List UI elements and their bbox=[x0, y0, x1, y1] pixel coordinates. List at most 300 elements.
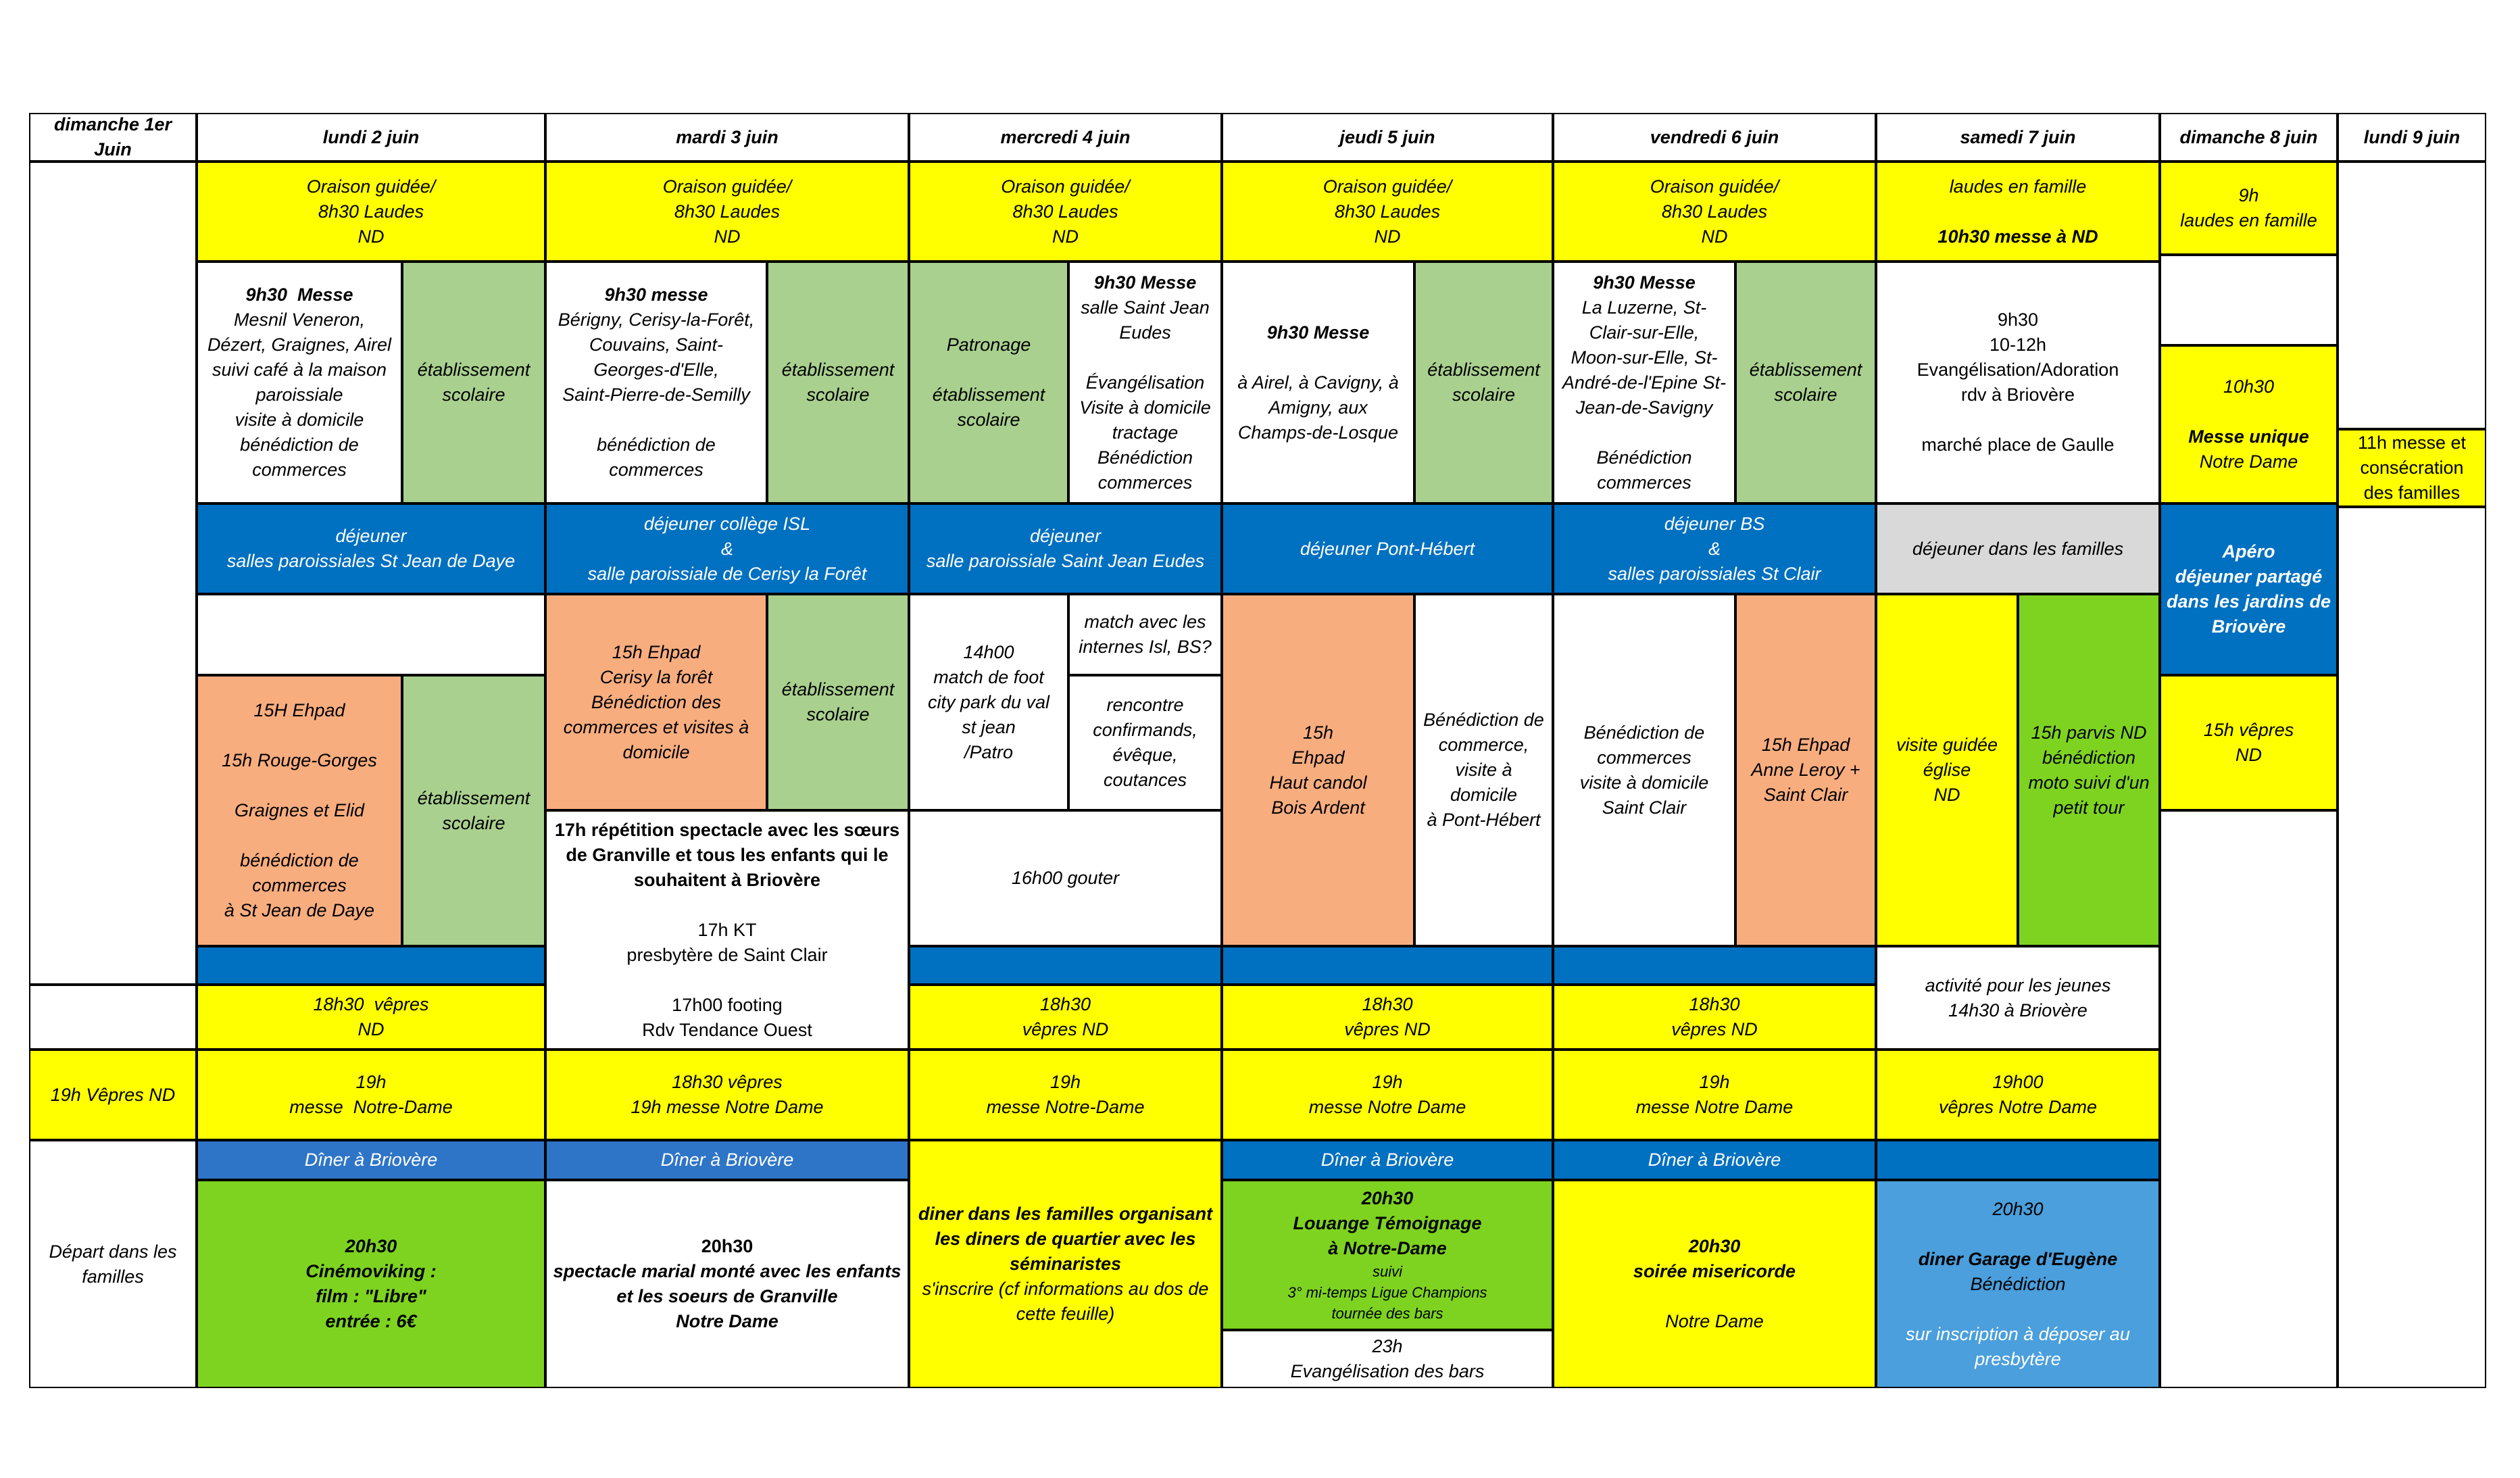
cell-text-line: scolaire bbox=[1452, 385, 1516, 405]
schedule-cell-lun-diner bbox=[197, 1140, 545, 1180]
cell-text-line: 11h messe et bbox=[2357, 433, 2467, 453]
schedule-cell-dim1-depart bbox=[29, 1140, 197, 1388]
cell-text-line: commerces bbox=[1097, 472, 1193, 493]
day-header: jeudi 5 juin bbox=[1222, 113, 1553, 162]
schedule-cell-jeu-bluebar bbox=[1222, 946, 1553, 985]
cell-text-line: scolaire bbox=[1774, 385, 1837, 405]
schedule-cell-lun9-messe bbox=[2338, 429, 2486, 507]
cell-text-line: 15h vêpres bbox=[2203, 720, 2294, 740]
schedule-cell-lun-ehpad bbox=[197, 675, 402, 946]
cell-text-line: vêpres ND bbox=[1344, 1019, 1431, 1039]
cell-text-line: 15h Ehpad bbox=[1761, 735, 1850, 755]
cell-text-line: déjeuner BS bbox=[1664, 513, 1765, 534]
day-header: dimanche 8 juin bbox=[2160, 113, 2338, 162]
cell-text-line: marché place de Gaulle bbox=[1921, 435, 2115, 455]
cell-text-line: coutances bbox=[1103, 770, 1187, 790]
schedule-cell-sam-bluebar bbox=[1876, 1140, 2160, 1180]
schedule-cell-dim8-blank2 bbox=[2160, 810, 2338, 1388]
cell-text-line: visite à bbox=[1455, 760, 1512, 780]
cell-text-line: déjeuner collège ISL bbox=[643, 513, 811, 534]
cell-text-line: moto suivi d'un bbox=[2028, 772, 2150, 793]
cell-text-line: 20h30 bbox=[1992, 1198, 2044, 1219]
cell-text-line: s'inscrire (cf informations au dos de bbox=[922, 1279, 1209, 1299]
cell-text-line: à Airel, à Cavigny, à bbox=[1237, 372, 1399, 393]
schedule-cell-jeu-etab bbox=[1414, 262, 1553, 503]
cell-text-line: Jean-de-Savigny bbox=[1575, 397, 1713, 418]
cell-text-line: souhaitent à Briovère bbox=[633, 869, 821, 890]
cell-text-line: 8h30 Laudes bbox=[1661, 201, 1768, 222]
schedule-cell-dim8-messe bbox=[2160, 345, 2338, 503]
cell-text-line: 9h30 Messe bbox=[1266, 322, 1370, 343]
cell-text-line: bénédiction de bbox=[240, 435, 359, 455]
cell-text-line: déjeuner Pont-Hébert bbox=[1300, 538, 1475, 559]
schedule-cell-mer-rencontre bbox=[1068, 675, 1222, 810]
cell-text-line: 14h00 bbox=[963, 641, 1014, 662]
cell-text-line: petit tour bbox=[2053, 797, 2125, 818]
schedule-cell-ven-dejeuner bbox=[1553, 503, 1876, 594]
schedule-cell-mar-etab2 bbox=[767, 594, 909, 810]
schedule-cell-mar-dejeuner bbox=[545, 503, 909, 594]
schedule-cell-mar-spectacle-rep bbox=[545, 810, 909, 1050]
cell-text-line: 16h00 gouter bbox=[1011, 868, 1120, 888]
cell-text-line: Saint Clair bbox=[1602, 797, 1687, 818]
schedule-cell-sam-jeunes bbox=[1876, 946, 2160, 1050]
cell-text-line: salle paroissiale Saint Jean Eudes bbox=[926, 551, 1205, 571]
cell-text-line: Oraison guidée/ bbox=[306, 176, 436, 197]
cell-text-line: Dîner à Briovère bbox=[660, 1150, 794, 1170]
cell-text-line: séminaristes bbox=[1009, 1254, 1122, 1274]
cell-text-line: salles paroissiales St Jean de Daye bbox=[226, 551, 516, 571]
schedule-cell-mer-messe bbox=[1068, 262, 1222, 503]
cell-text-line: église bbox=[1923, 760, 1971, 780]
schedule-cell-jeu-bars bbox=[1222, 1330, 1553, 1388]
cell-text-line: 9h30 bbox=[1997, 310, 2039, 330]
cell-text-line: à Notre-Dame bbox=[1328, 1238, 1447, 1258]
cell-text-line: et les soeurs de Granville bbox=[616, 1286, 838, 1306]
cell-text-line: Bénédiction des bbox=[591, 691, 722, 712]
cell-text-line: diner dans les familles organisant bbox=[918, 1204, 1213, 1224]
schedule-cell-mar-ehpad bbox=[545, 594, 767, 810]
cell-text-line: 18h30 bbox=[1362, 994, 1413, 1014]
cell-text-line: 19h Vêpres ND bbox=[50, 1084, 176, 1105]
cell-text-line: 9h30 Messe bbox=[1093, 272, 1197, 293]
cell-text-line: Briovère bbox=[2211, 616, 2286, 637]
cell-text-line bbox=[2015, 408, 2021, 433]
schedule-cell-ven-benediction bbox=[1553, 594, 1735, 946]
cell-text-line: Bois Ardent bbox=[1271, 797, 1365, 818]
cell-text-line: 18h30 bbox=[1689, 994, 1740, 1014]
schedule-cell-sam-laudes bbox=[1876, 162, 2160, 262]
cell-text-line bbox=[653, 408, 659, 433]
cell-text-line bbox=[1316, 345, 1321, 370]
schedule-cell-lun-oraison bbox=[197, 162, 545, 262]
cell-text-line bbox=[724, 893, 730, 918]
cell-text-line: à St Jean de Daye bbox=[224, 900, 375, 920]
cell-text-line: tournée des bars bbox=[1331, 1305, 1443, 1322]
cell-text-line: 10h30 bbox=[2223, 376, 2275, 397]
schedule-cell-dim8-apero bbox=[2160, 503, 2338, 675]
cell-text-line: salle paroissiale de Cerisy la Forêt bbox=[587, 563, 867, 584]
cell-text-line bbox=[1641, 420, 1647, 445]
cell-text-line bbox=[297, 723, 302, 748]
cell-text-line: messe Notre-Dame bbox=[986, 1097, 1145, 1117]
schedule-cell-ven-soiree bbox=[1553, 1180, 1876, 1388]
schedule-cell-sam-moto bbox=[2018, 594, 2160, 946]
schedule-cell-jeu-ehpad bbox=[1222, 594, 1414, 946]
cell-text-line bbox=[2015, 199, 2021, 224]
cell-text-line: vêpres ND bbox=[1022, 1019, 1109, 1039]
cell-text-line: familles bbox=[82, 1266, 144, 1287]
cell-text-line: ND bbox=[1701, 226, 1728, 247]
cell-text-line: établissement bbox=[781, 360, 895, 380]
cell-text-line: spectacle marial monté avec les enfants bbox=[553, 1261, 901, 1281]
cell-text-line: Rdv Tendance Ouest bbox=[642, 1019, 812, 1040]
schedule-cell-mar-oraison bbox=[545, 162, 909, 262]
cell-text-line bbox=[1712, 1284, 1717, 1309]
cell-text-line: des familles bbox=[2363, 483, 2461, 503]
cell-text-line: bénédiction de bbox=[597, 435, 716, 455]
cell-text-line: commerces bbox=[1597, 747, 1691, 768]
cell-text-line: cette feuille) bbox=[1016, 1304, 1115, 1324]
cell-text-line: soirée misericorde bbox=[1633, 1261, 1796, 1281]
cell-text-line: Bénédiction bbox=[1097, 447, 1193, 468]
cell-text-line: diner Garage d'Eugène bbox=[1918, 1248, 2118, 1269]
cell-text-line: Bénédiction de bbox=[1583, 722, 1705, 743]
cell-text-line: 9h30 Messe bbox=[1593, 272, 1696, 293]
cell-text-line: 20h30 bbox=[1688, 1236, 1741, 1256]
schedule-cell-lun-bluebar bbox=[197, 946, 545, 985]
schedule-cell-sam-garage bbox=[1876, 1180, 2160, 1388]
cell-text-line: établissement bbox=[1427, 360, 1540, 380]
schedule-cell-jeu-oraison bbox=[1222, 162, 1553, 262]
schedule-cell-lun-etab1 bbox=[402, 262, 545, 503]
cell-text-line: Bénédiction bbox=[1596, 447, 1692, 468]
cell-text-line: Départ dans les bbox=[49, 1241, 177, 1262]
cell-text-line: 17h KT bbox=[697, 919, 757, 940]
cell-text-line: 8h30 Laudes bbox=[1012, 201, 1118, 222]
cell-text-line: consécration bbox=[2360, 458, 2464, 478]
cell-text-line: établissement bbox=[781, 679, 895, 699]
schedule-cell-mar-etab1 bbox=[767, 262, 909, 503]
schedule-cell-mer-diner bbox=[909, 1140, 1222, 1388]
cell-text-line: st jean bbox=[962, 716, 1016, 737]
cell-text-line bbox=[1143, 345, 1148, 370]
day-header: mardi 3 juin bbox=[545, 113, 909, 162]
schedule-cell-jeu-messe-nd bbox=[1222, 1050, 1553, 1140]
schedule-cell-dim8-blank bbox=[2160, 255, 2338, 345]
schedule-cell-jeu-louange bbox=[1222, 1180, 1553, 1330]
cell-text-line: commerces et visites à bbox=[563, 716, 749, 737]
cell-text-line: entrée : 6€ bbox=[325, 1311, 417, 1331]
schedule-cell-mer-patronage bbox=[909, 262, 1068, 503]
cell-text-line: Patronage bbox=[946, 335, 1031, 355]
cell-text-line: Bénédiction bbox=[1970, 1273, 2066, 1294]
schedule-cell-sam-vepres bbox=[1876, 1050, 2160, 1140]
schedule-cell-ven-oraison bbox=[1553, 162, 1876, 262]
cell-text-line: Dézert, Graignes, Airel bbox=[207, 335, 392, 355]
cell-text-line: 17h00 footing bbox=[672, 994, 783, 1015]
cell-text-line: Évangélisation bbox=[1085, 372, 1205, 393]
cell-text-line: Dîner à Briovère bbox=[1648, 1150, 1781, 1170]
day-header: lundi 9 juin bbox=[2338, 113, 2486, 162]
cell-text-line: laudes en famille bbox=[1949, 176, 2087, 197]
cell-text-line: Notre Dame bbox=[2199, 451, 2298, 472]
cell-text-line: match de foot bbox=[933, 666, 1044, 687]
day-header: mercredi 4 juin bbox=[909, 113, 1222, 162]
cell-text-line: 20h30 bbox=[701, 1236, 753, 1256]
cell-text-line: Oraison guidée/ bbox=[1323, 176, 1452, 197]
schedule-cell-lun9-blank2 bbox=[2338, 507, 2486, 1388]
cell-text-line: déjeuner bbox=[1029, 526, 1102, 546]
cell-text-line: suivi bbox=[1372, 1263, 1402, 1280]
cell-text-line: Oraison guidée/ bbox=[1001, 176, 1130, 197]
cell-text-line: internes Isl, BS? bbox=[1079, 637, 1212, 657]
schedule-cell-mer-bluebar bbox=[909, 946, 1222, 985]
schedule-cell-lun-messe bbox=[197, 262, 402, 503]
cell-text-line: 10h30 messe à ND bbox=[1937, 226, 2098, 247]
cell-text-line: 8h30 Laudes bbox=[674, 201, 781, 222]
cell-text-line: messe Notre Dame bbox=[1308, 1097, 1466, 1117]
schedule-cell-lun-blank bbox=[197, 594, 545, 675]
schedule-cell-dim1-vepres bbox=[29, 1050, 197, 1140]
cell-text-line: Visite à domicile bbox=[1079, 397, 1211, 418]
schedule-cell-mar-diner bbox=[545, 1140, 909, 1180]
schedule-cell-sam-dejeuner bbox=[1876, 503, 2160, 594]
cell-text-line: sur inscription à déposer au bbox=[1906, 1323, 2130, 1344]
cell-text-line: Cinémoviking : bbox=[305, 1261, 437, 1281]
cell-text-line: 9h bbox=[2238, 185, 2259, 205]
cell-text-line: Notre Dame bbox=[676, 1311, 779, 1331]
cell-text-line: presbytère bbox=[1975, 1348, 2061, 1369]
cell-text-line: scolaire bbox=[806, 385, 870, 405]
cell-text-line: 18h30 vêpres bbox=[672, 1072, 783, 1092]
cell-text-line: ND bbox=[1052, 226, 1079, 247]
cell-text-line: 15h Rouge-Gorges bbox=[222, 750, 377, 770]
cell-text-line: scolaire bbox=[957, 410, 1020, 430]
schedule-cell-ven-vepres bbox=[1553, 985, 1876, 1050]
cell-text-line: 18h30 vêpres bbox=[313, 994, 429, 1014]
cell-text-line: bénédiction de bbox=[240, 850, 359, 870]
cell-text-line: Notre Dame bbox=[1665, 1311, 1764, 1331]
cell-text-line: 23h bbox=[1372, 1336, 1403, 1356]
schedule-cell-dim8-laudes bbox=[2160, 162, 2338, 255]
cell-text-line: Dîner à Briovère bbox=[304, 1150, 438, 1170]
cell-text-line: 20h30 bbox=[345, 1236, 397, 1256]
cell-text-line: déjeuner dans les familles bbox=[1912, 538, 2124, 559]
cell-text-line: tractage bbox=[1112, 422, 1179, 443]
schedule-cell-dim8-vepres bbox=[2160, 675, 2338, 810]
cell-text-line: 9h30 messe bbox=[604, 285, 708, 305]
cell-text-line: rencontre bbox=[1106, 695, 1184, 715]
cell-text-line: ND bbox=[1374, 226, 1401, 247]
cell-text-line: Moon-sur-Elle, St- bbox=[1571, 347, 1718, 368]
cell-text-line: Georges-d'Elle, bbox=[593, 360, 719, 380]
cell-text-line bbox=[2246, 399, 2252, 424]
schedule-cell-lun-dejeuner bbox=[197, 503, 545, 594]
day-header: vendredi 6 juin bbox=[1553, 113, 1876, 162]
cell-text-line: 10-12h bbox=[1989, 335, 2047, 355]
schedule-cell-jeu-diner bbox=[1222, 1140, 1553, 1180]
cell-text-line: Champs-de-Losque bbox=[1237, 422, 1399, 443]
cell-text-line: visite guidée bbox=[1896, 735, 1998, 755]
cell-text-line: Saint-Pierre-de-Semilly bbox=[562, 385, 750, 405]
cell-text-line: Bénédiction de bbox=[1423, 710, 1544, 730]
cell-text-line: La Luzerne, St- bbox=[1581, 297, 1707, 318]
cell-text-line bbox=[2015, 1297, 2021, 1322]
cell-text-line: 14h30 à Briovère bbox=[1948, 1000, 2087, 1020]
cell-text-line: Ehpad bbox=[1291, 747, 1345, 768]
cell-text-line: Amigny, aux bbox=[1268, 397, 1368, 418]
cell-text-line: messe Notre Dame bbox=[1635, 1097, 1794, 1117]
schedule-cell-ven-etab bbox=[1735, 262, 1876, 503]
cell-text-line: les diners de quartier avec les bbox=[935, 1229, 1196, 1249]
schedule-cell-mar-vepres bbox=[545, 1050, 909, 1140]
cell-text-line: & bbox=[720, 538, 733, 559]
schedule-cell-jeu-messe bbox=[1222, 262, 1414, 503]
cell-text-line: commerces bbox=[252, 875, 347, 895]
cell-text-line: 19h bbox=[1372, 1072, 1403, 1092]
day-header: lundi 2 juin bbox=[197, 113, 545, 162]
cell-text-line: évêque, bbox=[1112, 745, 1178, 765]
cell-text-line: 18h30 bbox=[1039, 994, 1091, 1014]
cell-text-line: Clair-sur-Elle, bbox=[1589, 322, 1700, 343]
schedule-cell-jeu-benediction bbox=[1414, 594, 1553, 946]
cell-text-line: 19h bbox=[1699, 1072, 1730, 1092]
cell-text-line: city park du val bbox=[927, 691, 1050, 712]
cell-text-line: commerces bbox=[1597, 472, 1691, 493]
cell-text-line: 19h bbox=[355, 1072, 387, 1092]
cell-text-line: 15h parvis ND bbox=[2031, 722, 2147, 743]
cell-text-line: rdv à Briovère bbox=[1960, 385, 2075, 405]
schedule-cell-dim1-blank-top bbox=[29, 162, 197, 985]
cell-text-line: déjeuner bbox=[335, 526, 407, 546]
cell-text-line: commerce, bbox=[1438, 735, 1529, 755]
schedule-cell-ven-messe bbox=[1553, 262, 1735, 503]
schedule-cell-mer-oraison bbox=[909, 162, 1222, 262]
cell-text-line: déjeuner partagé bbox=[2175, 566, 2323, 587]
schedule-cell-sam-visite bbox=[1876, 594, 2018, 946]
cell-text-line: 15H Ehpad bbox=[253, 700, 345, 720]
cell-text-line: Cerisy la forêt bbox=[599, 666, 713, 687]
schedule-cell-mer-dejeuner bbox=[909, 503, 1222, 594]
cell-text-line: vêpres Notre Dame bbox=[1938, 1097, 2098, 1117]
schedule-cell-lun-messe-nd bbox=[197, 1050, 545, 1140]
day-header: dimanche 1er Juin bbox=[29, 113, 197, 162]
cell-text-line: Couvains, Saint- bbox=[589, 335, 724, 355]
schedule-cell-ven-bluebar bbox=[1553, 946, 1876, 985]
schedule-cell-mer-foot bbox=[909, 594, 1068, 810]
cell-text-line: & bbox=[1708, 538, 1721, 559]
cell-text-line: 19h00 bbox=[1992, 1072, 2044, 1092]
cell-text-line: commerces bbox=[609, 460, 703, 480]
cell-text-line: /Patro bbox=[964, 741, 1014, 762]
cell-text-line: établissement bbox=[1749, 360, 1862, 380]
schedule-cell-lun9-blank bbox=[2338, 162, 2486, 429]
cell-text-line: établissement bbox=[417, 360, 530, 380]
schedule-cell-lun-vepres bbox=[197, 985, 545, 1050]
cell-text-line: match avec les bbox=[1084, 612, 1206, 632]
cell-text-line: ND bbox=[1933, 785, 1960, 805]
schedule-cell-jeu-dejeuner bbox=[1222, 503, 1553, 594]
cell-text-line: paroissiale bbox=[255, 385, 343, 405]
cell-text-line: ND bbox=[357, 1019, 385, 1039]
cell-text-line: domicile bbox=[1450, 785, 1518, 805]
schedule-cell-ven-diner bbox=[1553, 1140, 1876, 1180]
schedule-cell-mar-spectacle bbox=[545, 1180, 909, 1388]
cell-text-line: scolaire bbox=[442, 812, 505, 833]
cell-text-line: ND bbox=[357, 226, 385, 247]
cell-text-line: André-de-l'Epine St- bbox=[1562, 372, 1727, 393]
schedule-cell-ven-messe-nd bbox=[1553, 1050, 1876, 1140]
cell-text-line: ND bbox=[714, 226, 741, 247]
cell-text-line: confirmands, bbox=[1093, 720, 1197, 740]
cell-text-line bbox=[297, 823, 302, 848]
cell-text-line: activité pour les jeunes bbox=[1925, 975, 2111, 995]
cell-text-line bbox=[297, 773, 302, 798]
schedule-cell-mar-messe bbox=[545, 262, 767, 503]
schedule-cell-mer-messe-nd bbox=[909, 1050, 1222, 1140]
cell-text-line: Louange Témoignage bbox=[1293, 1213, 1482, 1233]
cell-text-line: Saint Clair bbox=[1763, 785, 1848, 805]
cell-text-line: scolaire bbox=[806, 704, 870, 724]
schedule-cell-ven-ehpad bbox=[1735, 594, 1876, 946]
schedule-cell-mer-gouter bbox=[909, 810, 1222, 946]
cell-text-line: Messe unique bbox=[2188, 426, 2309, 447]
cell-text-line: domicile bbox=[622, 741, 690, 762]
cell-text-line: 20h30 bbox=[1361, 1188, 1414, 1208]
cell-text-line: Mesnil Veneron, bbox=[233, 310, 366, 330]
schedule-cell-sam-evang bbox=[1876, 262, 2160, 503]
cell-text-line: 17h répétition spectacle avec les sœurs bbox=[554, 819, 900, 840]
cell-text-line: bénédiction bbox=[2042, 747, 2136, 768]
cell-text-line: Anne Leroy + bbox=[1751, 760, 1860, 780]
cell-text-line: dans les jardins de bbox=[2166, 591, 2331, 612]
cell-text-line: Graignes et Elid bbox=[234, 800, 365, 820]
cell-text-line: suivi café à la maison bbox=[212, 360, 387, 380]
day-header: samedi 7 juin bbox=[1876, 113, 2160, 162]
cell-text-line: presbytère de Saint Clair bbox=[626, 944, 828, 965]
cell-text-line: 8h30 Laudes bbox=[318, 201, 424, 222]
cell-text-line: 3° mi-temps Ligue Champions bbox=[1287, 1284, 1487, 1301]
schedule-cell-lun-etab2 bbox=[402, 675, 545, 946]
cell-text-line: Oraison guidée/ bbox=[1650, 176, 1779, 197]
cell-text-line bbox=[986, 358, 991, 383]
cell-text-line: Evangélisation/Adoration bbox=[1917, 360, 2119, 380]
cell-text-line: laudes en famille bbox=[2180, 210, 2317, 230]
schedule-cell-dim1-blank-mid bbox=[29, 985, 197, 1050]
schedule-cell-jeu-vepres bbox=[1222, 985, 1553, 1050]
cell-text-line: Bérigny, Cerisy-la-Forêt, bbox=[558, 310, 755, 330]
cell-text-line: Apéro bbox=[2222, 541, 2275, 562]
cell-text-line: à Pont-Hébert bbox=[1427, 810, 1541, 830]
cell-text-line: visite à domicile bbox=[1579, 772, 1709, 793]
cell-text-line bbox=[2015, 1222, 2021, 1247]
cell-text-line: 8h30 Laudes bbox=[1334, 201, 1441, 222]
cell-text-line: visite à domicile bbox=[234, 410, 364, 430]
cell-text-line: messe Notre-Dame bbox=[289, 1097, 453, 1117]
cell-text-line bbox=[724, 968, 730, 993]
cell-text-line: Oraison guidée/ bbox=[662, 176, 792, 197]
cell-text-line: ND bbox=[2235, 745, 2262, 765]
cell-text-line: salle Saint Jean bbox=[1081, 297, 1210, 318]
schedule-cell-mer-vepres bbox=[909, 985, 1222, 1050]
cell-text-line: de Granville et tous les enfants qui le bbox=[566, 844, 889, 865]
cell-text-line: Evangélisation des bars bbox=[1290, 1361, 1485, 1381]
cell-text-line: 19h bbox=[1049, 1072, 1081, 1092]
schedule-cell-mer-match bbox=[1068, 594, 1222, 675]
schedule-cell-lun-cine bbox=[197, 1180, 545, 1388]
cell-text-line: salles paroissiales St Clair bbox=[1608, 563, 1821, 584]
